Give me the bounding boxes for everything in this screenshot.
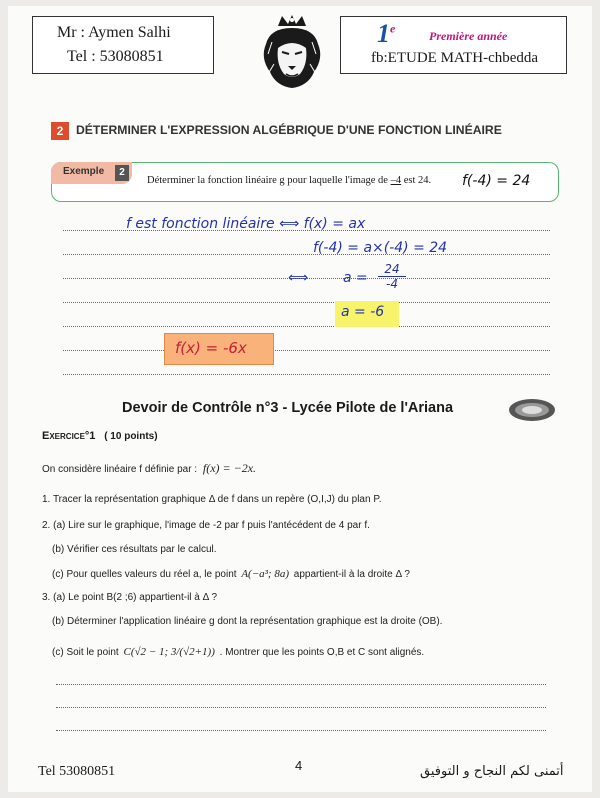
exam-title: Devoir de Contrôle n°3 - Lycée Pilote de l'Ariana <box>122 400 454 416</box>
exercise-title: Exercice°1 <box>42 430 96 442</box>
example-label: Exemple <box>63 166 105 177</box>
exercise-heading <box>42 430 158 442</box>
answer-line <box>56 730 546 731</box>
footer-phone: Tel 53080851 <box>38 764 116 779</box>
question-3a: 3. (a) Le point B(2 ;6) appartient-il à Δ ? <box>42 592 218 603</box>
teacher-info-box <box>32 16 214 74</box>
final-answer: f(x) = -6x <box>175 339 247 357</box>
solution-line-2: f(-4) = a×(-4) = 24 <box>313 240 448 256</box>
answer-line <box>63 350 550 351</box>
lion-logo <box>258 14 326 90</box>
teacher-phone: Tel : 53080851 <box>67 48 164 65</box>
question-3b: (b) Déterminer l'application linéaire g dont la représentation graphique est la droite (OB). <box>52 616 443 627</box>
question-2b: (b) Vérifier ces résultats par le calcul. <box>52 544 217 555</box>
section-number-badge: 2 <box>51 122 69 140</box>
example-statement: Déterminer la fonction linéaire g pour laquelle l'image de –4 est 24. <box>147 175 432 186</box>
level-label: Première année <box>429 29 508 43</box>
solution-fraction <box>378 262 406 291</box>
answer-line <box>63 374 550 375</box>
question-1: 1. Tracer la représentation graphique Δ de f dans un repère (O,I,J) du plan P. <box>42 494 382 505</box>
solution-line-3-arrow: ⟺ <box>288 270 309 286</box>
teacher-name: Mr : Aymen Salhi <box>57 24 171 41</box>
final-answer-box <box>164 333 274 365</box>
question-2c: (c) Pour quelles valeurs du réel a, le point A(−a³; 8a) appartient-il à la droite Δ ? <box>52 568 410 580</box>
answer-line <box>56 707 546 708</box>
facebook-page: fb:ETUDE MATH-chbedda <box>371 50 539 66</box>
example-tab <box>51 162 132 184</box>
example-number: 2 <box>115 165 129 181</box>
footer-arabic-wish: أتمنى لكم النجاح و التوفيق <box>420 764 564 779</box>
solution-line-4: a = -6 <box>341 304 385 320</box>
fraction-numerator: 24 <box>378 262 406 277</box>
question-3c: (c) Soit le point C(√2 − 1; 3/(√2+1)) . Montrer que les points O,B et C sont alignés. <box>52 646 425 658</box>
solution-line-3-a: a = <box>343 270 368 286</box>
highlighted-result <box>335 301 399 327</box>
exercise-points: ( 10 points) <box>104 431 158 442</box>
answer-line <box>63 254 550 255</box>
level-number: 1e <box>377 19 396 48</box>
example-handwritten-note: f(-4) = 24 <box>462 173 531 189</box>
example-box <box>51 162 559 202</box>
exercise-intro: On considère linéaire f définie par : f(x) = −2x. <box>42 461 257 475</box>
section-title: DÉTERMINER L'EXPRESSION ALGÉBRIQUE D'UNE FONCTION LINÉAIRE <box>76 123 502 137</box>
answer-line <box>63 302 550 303</box>
answer-line <box>63 326 550 327</box>
school-logo <box>508 398 556 422</box>
question-2a: 2. (a) Lire sur le graphique, l'image de -2 par f puis l'antécédent de 4 par f. <box>42 520 370 531</box>
solution-line-1: f est fonction linéaire ⟺ f(x) = ax <box>126 216 366 232</box>
fraction-denominator: -4 <box>386 277 398 291</box>
answer-line <box>56 684 546 685</box>
document-page <box>8 6 592 792</box>
level-info-box <box>340 16 567 74</box>
page-number: 4 <box>295 758 303 773</box>
